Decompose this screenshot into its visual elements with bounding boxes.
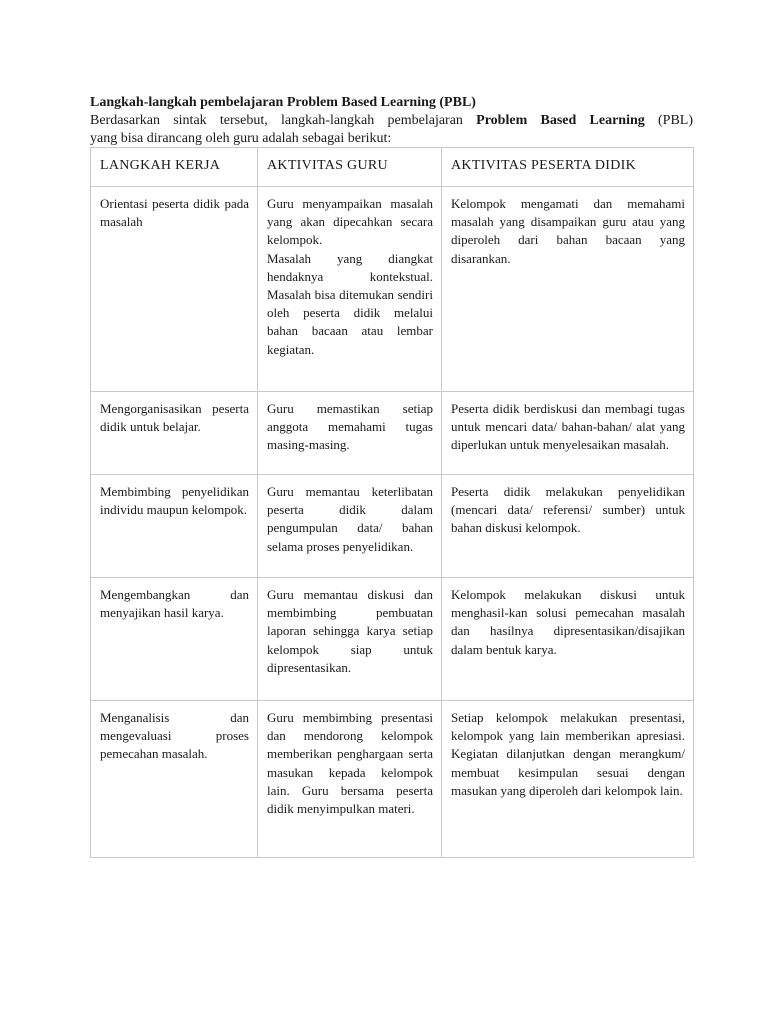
- intro-line-2: yang bisa dirancang oleh guru adalah sebagai berikut:: [90, 131, 392, 146]
- document-header: [90, 94, 693, 148]
- cell-langkah: Membimbing penyelidikan individu maupun kelompok.: [91, 475, 258, 578]
- table-row: [91, 475, 694, 578]
- intro-paragraph: [90, 112, 693, 148]
- guru-paragraph: Masalah yang diangkat hendaknya kontekstual. Masalah bisa ditemukan sendiri oleh peserta didik melalui bahan bacaan atau lembar kegiatan.: [267, 250, 433, 357]
- cell-langkah: Orientasi peserta didik pada masalah: [91, 187, 258, 392]
- cell-aktivitas-guru: Guru memantau keterlibatan peserta didik dalam pengumpulan data/ bahan selama proses penyelidikan.: [258, 475, 442, 578]
- cell-aktivitas-peserta: Peserta didik berdiskusi dan membagi tugas untuk mencari data/ bahan-bahan/ alat yang diperlukan untuk menyelesaikan masalah.: [442, 392, 694, 475]
- cell-aktivitas-peserta: Kelompok mengamati dan memahami masalah yang disampaikan guru atau yang diperoleh dari bahan bacaan yang disarankan.: [442, 187, 694, 392]
- cell-aktivitas-guru: Guru memantau diskusi dan membimbing pembuatan laporan sehingga karya setiap kelompok siap untuk dipresentasikan.: [258, 578, 442, 701]
- table-row: [91, 578, 694, 701]
- table-header-row: [91, 148, 694, 187]
- pbl-steps-table: [90, 147, 694, 858]
- cell-aktivitas-guru: Guru memastikan setiap anggota memahami tugas masing-masing.: [258, 392, 442, 475]
- document-heading: Langkah-langkah pembelajaran Problem Based Learning (PBL): [90, 95, 476, 110]
- cell-aktivitas-guru: Guru membimbing presentasi dan mendorong kelompok memberikan penghargaan serta masukan kepada kelompok lain. Guru bersama peserta didik menyimpulkan materi.: [258, 701, 442, 858]
- table-row: [91, 187, 694, 392]
- intro-bold-term: Problem Based Learning: [476, 113, 645, 128]
- intro-text-before: Berdasarkan sintak tersebut, langkah-langkah pembelajaran: [90, 113, 477, 128]
- header-aktivitas-peserta-didik: AKTIVITAS PESERTA DIDIK: [442, 148, 694, 187]
- cell-langkah: Menganalisis dan mengevaluasi proses pemecahan masalah.: [91, 701, 258, 858]
- cell-aktivitas-peserta: Setiap kelompok melakukan presentasi, kelompok yang lain memberikan apresiasi. Kegiatan dilanjutkan dengan merangkum/ membuat kesimpulan sesuai dengan masukan yang diperoleh dari kelompok lain.: [442, 701, 694, 858]
- cell-aktivitas-peserta: Peserta didik melakukan penyelidikan (mencari data/ referensi/ sumber) untuk bahan diskusi kelompok.: [442, 475, 694, 578]
- header-aktivitas-guru: AKTIVITAS GURU: [258, 148, 442, 187]
- guru-paragraph: Guru menyampaikan masalah yang akan dipecahkan secara kelompok.: [267, 196, 433, 248]
- cell-aktivitas-peserta: Kelompok melakukan diskusi untuk menghasil-kan solusi pemecahan masalah dan hasilnya dipresentasikan/disajikan dalam bentuk karya.: [442, 578, 694, 701]
- header-langkah-kerja: LANGKAH KERJA: [91, 148, 258, 187]
- intro-text-after: (PBL): [644, 113, 693, 128]
- cell-aktivitas-guru: [258, 187, 442, 392]
- cell-langkah: Mengembangkan dan menyajikan hasil karya.: [91, 578, 258, 701]
- intro-line-1: [90, 112, 693, 130]
- table-row: [91, 701, 694, 858]
- table-row: [91, 392, 694, 475]
- cell-langkah: Mengorganisasikan peserta didik untuk belajar.: [91, 392, 258, 475]
